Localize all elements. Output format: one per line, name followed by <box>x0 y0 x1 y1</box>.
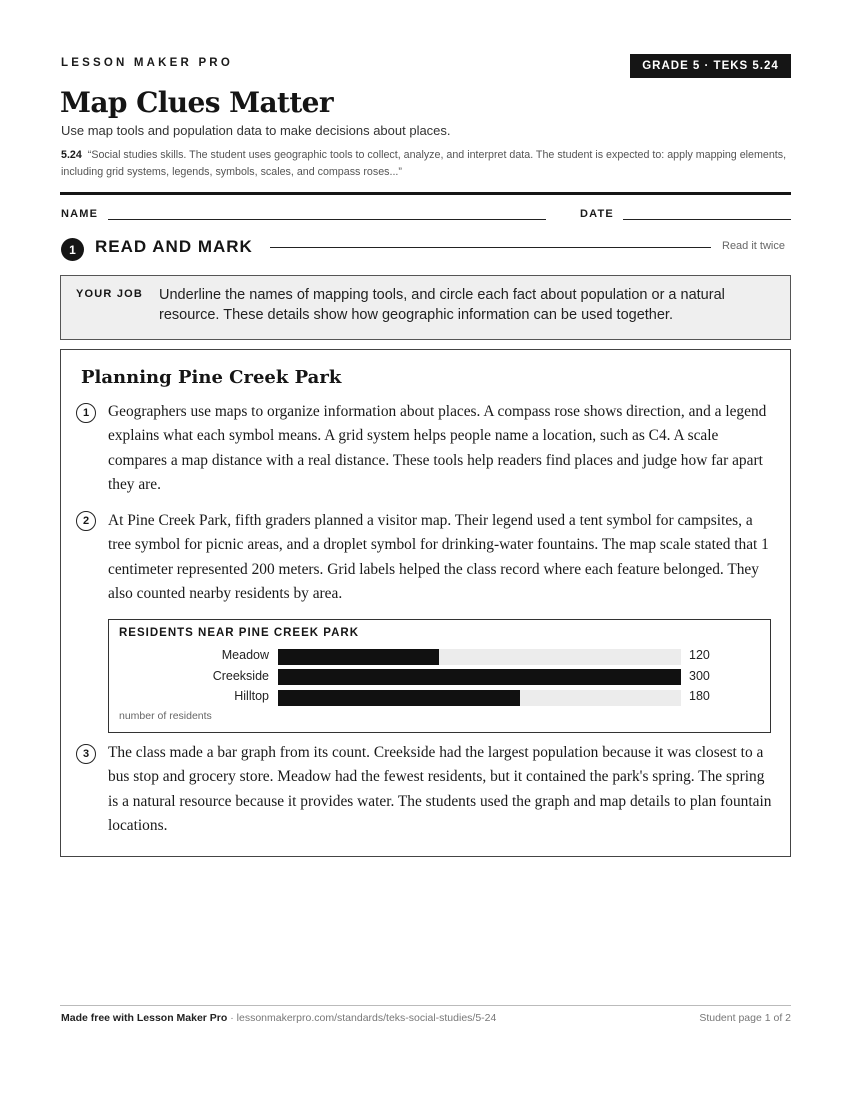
section-note: Read it twice <box>722 240 785 252</box>
chart-title: RESIDENTS NEAR PINE CREEK PARK <box>119 627 360 639</box>
chart-bar <box>278 690 520 706</box>
your-job-label: YOUR JOB <box>76 288 144 300</box>
chart-value-label: 300 <box>689 669 710 683</box>
name-label: NAME <box>61 208 99 220</box>
section-number-badge: 1 <box>61 238 84 261</box>
name-field[interactable] <box>108 219 546 220</box>
brand-name: LESSON MAKER PRO <box>61 57 233 69</box>
paragraph-number-2: 2 <box>76 511 96 531</box>
section-title: READ AND MARK <box>95 237 253 256</box>
passage-title: Planning Pine Creek Park <box>81 367 342 388</box>
paragraph-3: The class made a bar graph from its count. Creekside had the largest population because it was closest to a bus stop and grocery store. Meadow had the fewest residents, but it contained the park's spring. The spring is a natural resource because it provides water. The students used the graph and map details to plan fountain locations. <box>108 744 772 834</box>
section-divider <box>270 247 711 248</box>
chart-bar-track <box>278 649 681 665</box>
paragraph-number-3: 3 <box>76 744 96 764</box>
chart-value-label: 180 <box>689 689 710 703</box>
your-job-box <box>60 275 791 340</box>
paragraph-1: Geographers use maps to organize information about places. A compass rose shows direction, and a legend explains what each symbol means. A grid system helps people name a location, such as C4. A scale compares a map distance with a real distance. These tools help readers find places and judge how far apart they are. <box>108 403 767 493</box>
paragraph-number-1: 1 <box>76 403 96 423</box>
your-job-text: Underline the names of mapping tools, and circle each fact about population or a natural resource. These details show how geographic information can be used together. <box>159 287 725 323</box>
header-divider <box>60 192 791 195</box>
chart-value-label: 120 <box>689 648 710 662</box>
standard-text: “Social studies skills. The student uses geographic tools to collect, analyze, and interpret data. The student is expected to: apply mapping elements, including grid systems, legends, symbols, scales, and compass roses...” <box>61 149 787 178</box>
footer-url[interactable]: · lessonmakerpro.com/standards/teks-social-studies/5-24 <box>230 1012 497 1024</box>
standard-statement <box>61 147 791 181</box>
standard-code: 5.24 <box>61 149 82 161</box>
grade-badge: GRADE 5 · TEKS 5.24 <box>630 54 791 78</box>
chart-axis-label: number of residents <box>119 710 212 722</box>
chart-bar <box>278 649 439 665</box>
footer-page-number: Student page 1 of 2 <box>699 1012 791 1024</box>
footer-divider <box>60 1005 791 1006</box>
footer-credit <box>61 1012 496 1024</box>
page-title: Map Clues Matter <box>60 86 334 119</box>
chart-category-label: Creekside <box>212 669 269 683</box>
date-label: DATE <box>580 208 614 220</box>
footer-made-with: Made free with Lesson Maker Pro <box>61 1012 228 1024</box>
chart-category-label: Meadow <box>221 648 269 662</box>
page-subtitle: Use map tools and population data to make decisions about places. <box>61 123 451 138</box>
reading-passage <box>60 349 791 857</box>
paragraph-2: At Pine Creek Park, fifth graders planned a visitor map. Their legend used a tent symbol for campsites, a tree symbol for picnic areas, and a droplet symbol for drinking-water fountains. The map scale stated that 1 centimeter represented 200 meters. Grid labels helped the class record where each feature belonged. They also counted nearby residents by area. <box>108 512 769 602</box>
date-field[interactable] <box>623 219 791 220</box>
chart-bar-track <box>278 669 681 685</box>
chart-bar-track <box>278 690 681 706</box>
chart-category-label: Hilltop <box>234 689 269 703</box>
residents-bar-chart <box>108 619 771 733</box>
chart-bar <box>278 669 681 685</box>
